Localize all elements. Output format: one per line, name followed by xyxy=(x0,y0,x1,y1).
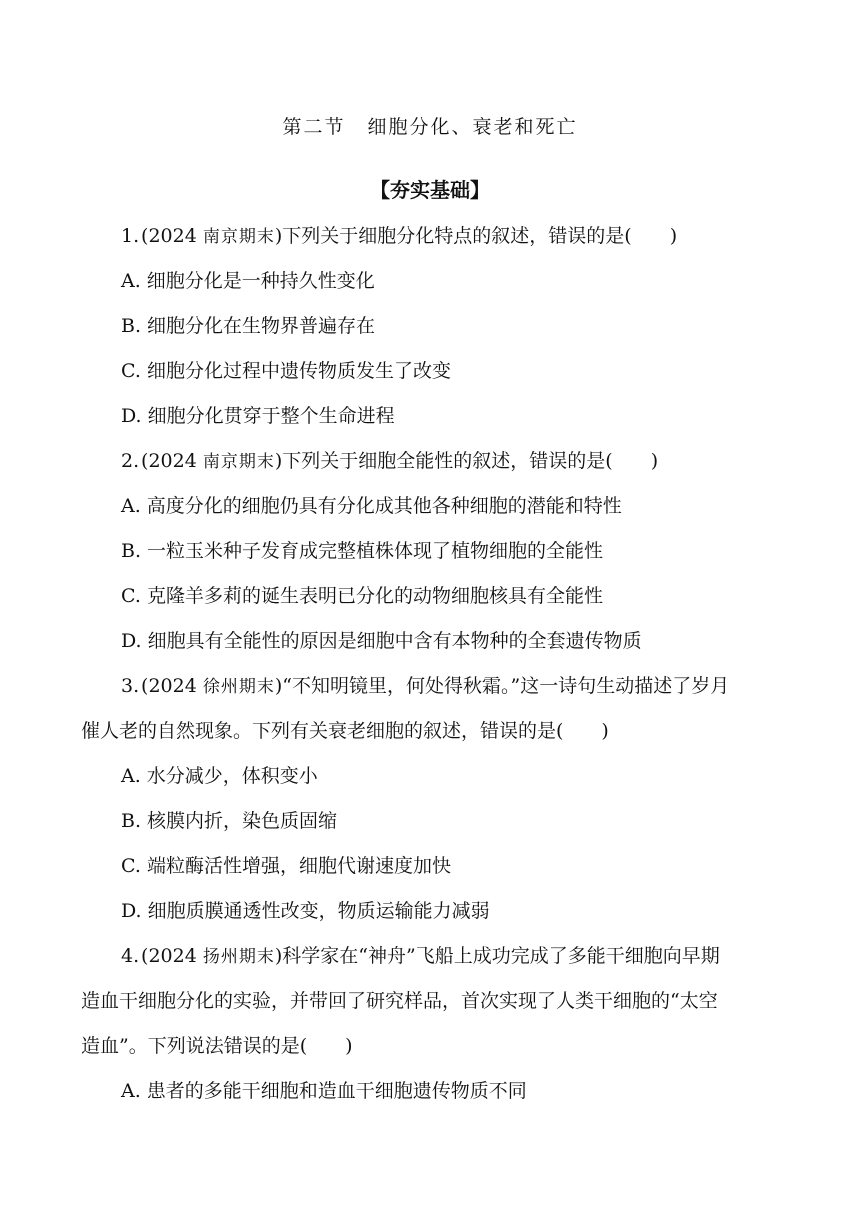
question-number: 1. xyxy=(121,225,140,247)
question-source: 南京期末 xyxy=(202,452,275,472)
question-number: 2. xyxy=(121,450,140,472)
question-source: 扬州期末 xyxy=(202,947,275,967)
option-a[interactable]: A. 患者的多能干细胞和造血干细胞遗传物质不同 xyxy=(121,1080,527,1102)
question-number: 4. xyxy=(121,945,140,967)
section-name: 细胞分化、衰老和死亡 xyxy=(367,116,578,138)
option-a[interactable]: A. 高度分化的细胞仍具有分化成其他各种细胞的潜能和特性 xyxy=(121,495,622,517)
question-year: (2024 xyxy=(141,450,197,472)
question-text-continued: 造血干细胞分化的实验，并带回了研究样品，首次实现了人类干细胞的“太空 xyxy=(81,990,718,1012)
question-text: 下列关于细胞全能性的叙述，错误的是( ) xyxy=(282,450,659,472)
question-2 xyxy=(81,439,781,664)
section-label: 第二节 xyxy=(282,116,346,138)
question-stem: 3. (2024 徐州期末)“不知明镜里，何处得秋霜。”这一诗句生动描述了岁月 xyxy=(121,675,730,697)
question-text-continued: 造血”。下列说法错误的是( ) xyxy=(81,1035,353,1057)
option-d[interactable]: D. 细胞质膜通透性改变，物质运输能力减弱 xyxy=(121,900,490,922)
question-4 xyxy=(81,934,781,1114)
question-source: 徐州期末 xyxy=(202,677,275,697)
question-source: 南京期末 xyxy=(202,227,275,247)
question-list xyxy=(81,214,781,1114)
question-stem: 2. (2024 南京期末)下列关于细胞全能性的叙述，错误的是( ) xyxy=(121,450,659,472)
option-b[interactable]: B. 一粒玉米种子发育成完整植株体现了植物细胞的全能性 xyxy=(121,540,604,562)
question-stem: 4. (2024 扬州期末)科学家在“神舟”飞船上成功完成了多能干细胞向早期 xyxy=(121,945,720,967)
sub-title: 【夯实基础】 xyxy=(370,178,490,202)
option-b[interactable]: B. 核膜内折，染色质固缩 xyxy=(121,810,338,832)
section-title xyxy=(0,112,860,139)
question-year: (2024 xyxy=(141,675,197,697)
question-year: (2024 xyxy=(141,945,197,967)
question-year: (2024 xyxy=(141,225,197,247)
question-text: “不知明镜里，何处得秋霜。”这一诗句生动描述了岁月 xyxy=(282,675,730,697)
question-1 xyxy=(81,214,781,439)
option-a[interactable]: A. 细胞分化是一种持久性变化 xyxy=(121,270,375,292)
option-d[interactable]: D. 细胞分化贯穿于整个生命进程 xyxy=(121,405,395,427)
option-c[interactable]: C. 端粒酶活性增强，细胞代谢速度加快 xyxy=(121,855,451,877)
question-3 xyxy=(81,664,781,934)
option-c[interactable]: C. 克隆羊多莉的诞生表明已分化的动物细胞核具有全能性 xyxy=(121,585,603,607)
option-a[interactable]: A. 水分减少，体积变小 xyxy=(121,765,318,787)
question-number: 3. xyxy=(121,675,140,697)
option-d[interactable]: D. 细胞具有全能性的原因是细胞中含有本物种的全套遗传物质 xyxy=(121,630,642,652)
option-c[interactable]: C. 细胞分化过程中遗传物质发生了改变 xyxy=(121,360,451,382)
question-text: 科学家在“神舟”飞船上成功完成了多能干细胞向早期 xyxy=(282,945,720,967)
option-b[interactable]: B. 细胞分化在生物界普遍存在 xyxy=(121,315,376,337)
question-text: 下列关于细胞分化特点的叙述，错误的是( ) xyxy=(282,225,678,247)
question-stem: 1. (2024 南京期末)下列关于细胞分化特点的叙述，错误的是( ) xyxy=(121,225,678,247)
question-text-continued: 催人老的自然现象。下列有关衰老细胞的叙述，错误的是( ) xyxy=(81,720,609,742)
